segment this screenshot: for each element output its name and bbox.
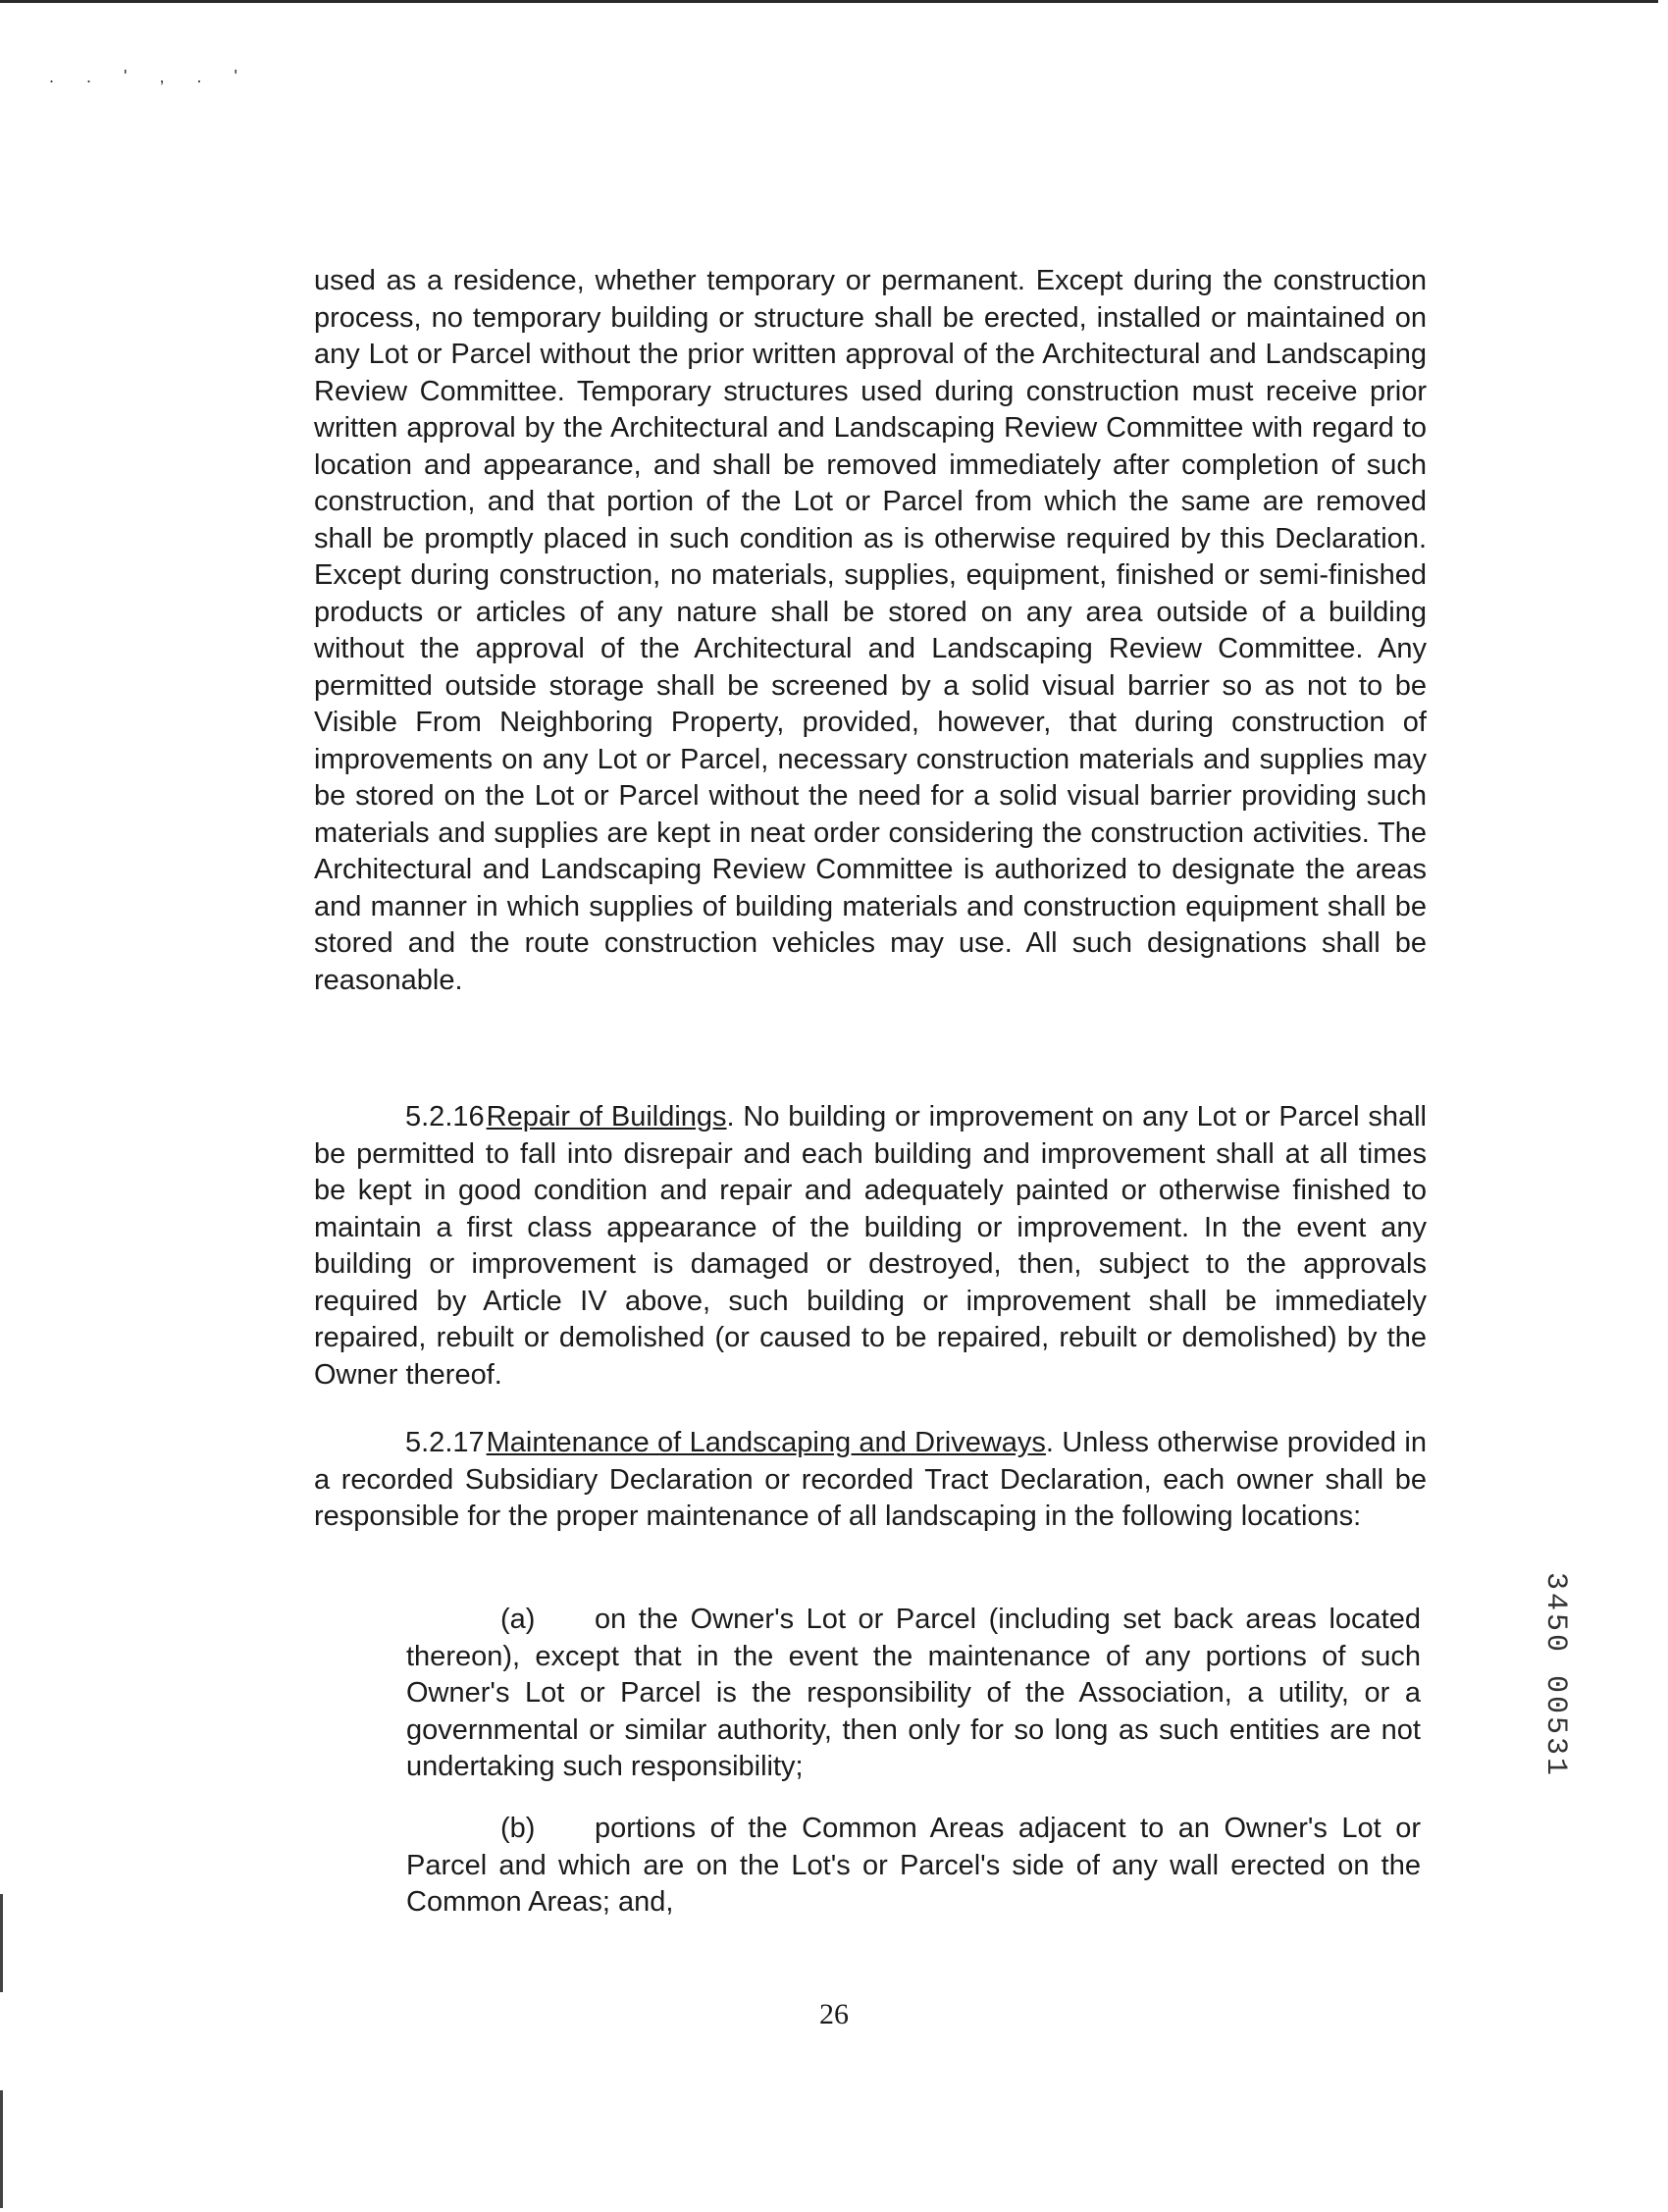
list-item bbox=[406, 1602, 1421, 1786]
section-text: . Unless otherwise provided in a recorded Subsidiary Declaration or recorded Tract Declaration, each owner shall be responsible for the proper maintenance of all landscaping in the following locations: bbox=[314, 1427, 1427, 1532]
list-item-label: (b) bbox=[500, 1813, 536, 1844]
section-text: . No building or improvement on any Lot or Parcel shall be permitted to fall into disrepair and each building and improvement shall at all times be kept in good condition and repair and adequately painted or otherwise finished to maintain a first class appearance of the building or improvement. In the event any building or improvement is damaged or destroyed, then, subject to the approvals required by Article IV above, such building or improvement shall be immediately repaired, rebuilt or demolished (or caused to be repaired, rebuilt or demolished) by the Owner thereof. bbox=[314, 1101, 1427, 1391]
section-number: 5.2.17 bbox=[405, 1427, 485, 1458]
paragraph-continued: used as a residence, whether temporary or permanent. Except during the construction process, no temporary building or structure shall be erected, installed or maintained on any Lot or Parcel without the prior written approval of the Architectural and Landscaping Review Committee. Temporary structures used during construction must receive prior written approval by the Architectural and Landscaping Review Committee with regard to location and appearance, and shall be removed immediately after completion of such construction, and that portion of the Lot or Parcel from which the same are removed shall be promptly placed in such condition as is otherwise required by this Declaration. Except during construction, no materials, supplies, equipment, finished or semi-finished products or articles of any nature shall be stored on any area outside of a building without the approval of the Architectural and Landscaping Review Committee. Any permitted outside storage shall be screened by a solid visual barrier so as not to be Visible From Neighboring Property, provided, however, that during construction of improvements on any Lot or Parcel, necessary construction materials and supplies may be stored on the Lot or Parcel without the need for a solid visual barrier providing such materials and supplies are kept in neat order considering the construction activities. The Architectural and Landscaping Review Committee is authorized to designate the areas and manner in which supplies of building materials and construction equipment shall be stored and the route construction vehicles may use. All such designations shall be reasonable. bbox=[314, 265, 1427, 996]
scan-left-edge-mark bbox=[0, 2090, 3, 2208]
section-heading: Repair of Buildings bbox=[486, 1101, 727, 1132]
recording-number-stamp: 3450 00531 bbox=[1538, 1572, 1572, 1779]
list-item-text: portions of the Common Areas adjacent to an Owner's Lot or Parcel and which are on the Lot's or Parcel's side of any wall erected on the Common Areas; and, bbox=[406, 1813, 1421, 1918]
section-number: 5.2.16 bbox=[405, 1101, 485, 1132]
list-item bbox=[406, 1811, 1421, 1922]
section-5-2-16 bbox=[314, 1099, 1427, 1394]
page-number: 26 bbox=[819, 1998, 849, 2030]
section-heading: Maintenance of Landscaping and Driveways bbox=[486, 1427, 1046, 1458]
list-item-text: on the Owner's Lot or Parcel (including set back areas located thereon), except that in the event the maintenance of any portions of such Owner's Lot or Parcel is the responsibility of the Association, a utility, or a governmental or similar authority, then only for so long as such entities are not undertaking such responsibility; bbox=[406, 1604, 1421, 1782]
list-item-label: (a) bbox=[500, 1604, 536, 1635]
section-5-2-17 bbox=[314, 1425, 1427, 1536]
scan-artifact-marks: . . ' , . ' bbox=[49, 67, 251, 86]
scan-left-edge-mark bbox=[0, 1894, 3, 1992]
scan-top-border bbox=[0, 0, 1658, 3]
